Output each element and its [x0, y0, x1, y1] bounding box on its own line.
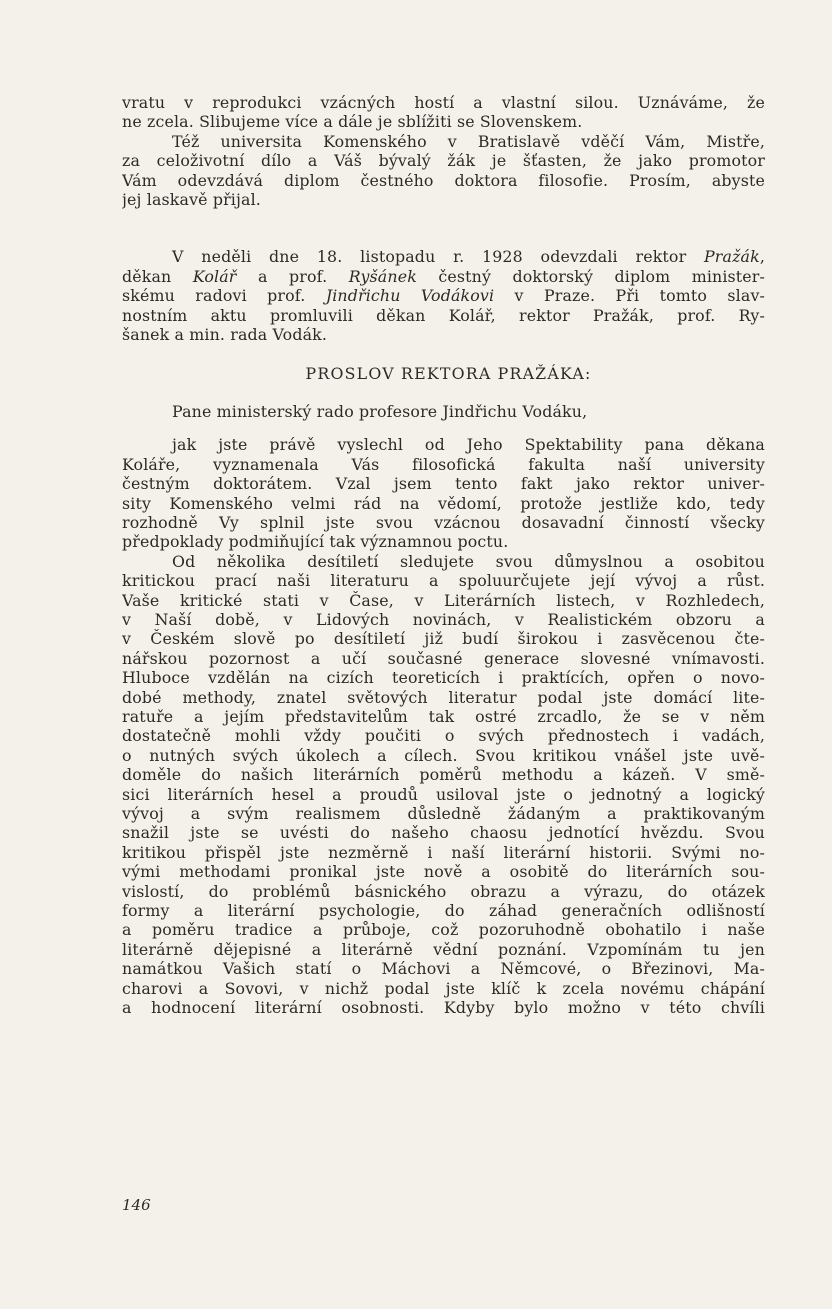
text-run: skému radovi prof. — [122, 286, 326, 306]
text-line: vývoj a svým realismem důsledně žádaným a praktikovaným — [122, 804, 765, 823]
text-line: doměle do našich literárních poměrů methodu a kázeň. V smě- — [122, 765, 765, 785]
text-line: kritickou prací naši literaturu a spoluurčujete její vývoj a růst. — [122, 571, 765, 591]
text-line — [122, 247, 765, 266]
text-line: předpoklady podmiňující tak významnou poctu. — [122, 532, 509, 552]
text-line: rozhodně Vy splnil jste svou vzácnou dosavadní činností všecky — [122, 512, 765, 532]
text-line: nostním aktu promluvili děkan Kolář, rektor Pražák, prof. Ry- — [122, 305, 765, 325]
name-italic: Kolář — [192, 266, 237, 286]
text-line: Vaše kritické stati v Čase, v Literárních listech, v Rozhledech, — [122, 590, 765, 610]
text-line: sici literárních hesel a proudů usiloval jste o jednotný a logický — [122, 784, 765, 804]
text-line: ne zcela. Slibujeme více a dále je sblížiti se Slovenskem. — [122, 112, 583, 132]
text-run: , — [759, 247, 765, 267]
text-line: v Naší době, v Lidových novinách, v Realistickém obzoru a — [122, 609, 765, 629]
text-line: jej laskavě přijal. — [122, 190, 261, 210]
page-body — [122, 93, 765, 1017]
text-line: v Českém slově po desítiletí již budí širokou i zasvěcenou čte- — [122, 629, 765, 649]
paragraph-continuation — [122, 93, 765, 132]
text-line: sity Komenského velmi rád na vědomí, protože jestliže kdo, tedy — [122, 493, 765, 513]
text-line: formy a literární psychologie, do záhad generačních odlišností — [122, 901, 765, 921]
text-line: a hodnocení literární osobnosti. Kdyby bylo možno v této chvíli — [122, 998, 765, 1018]
text-line: za celoživotní dílo a Váš bývalý žák je šťasten, že jako promotor — [122, 151, 765, 171]
paragraph-speech-2 — [122, 552, 765, 1018]
text-line: nářskou pozornost a učí současné generace slovesné vnímavosti. — [122, 648, 765, 668]
text-run: V neděli dne 18. listopadu r. 1928 odevzdali rektor — [172, 247, 705, 267]
text-line: kritikou přispěl jste nezměrně i naší literární historii. Svými no- — [122, 842, 765, 862]
salutation: Pane ministerský rado profesore Jindřichu Vodáku, — [172, 401, 588, 421]
text-line: dostatečně mohli vždy poučiti o svých přednostech i vadách, — [122, 726, 765, 746]
text-line: ratuře a jejím představitelům tak ostré zrcadlo, že se v něm — [122, 706, 765, 726]
text-line: o nutných svých úkolech a cílech. Svou kritikou vnášel jste uvě- — [122, 745, 765, 765]
text-line: vratu v reprodukci vzácných hostí a vlastní silou. Uznáváme, že — [122, 93, 765, 112]
section-heading: PROSLOV REKTORA PRAŽÁKA: — [305, 364, 592, 384]
paragraph-university — [122, 132, 765, 210]
text-line: vislostí, do problémů básnického obrazu a výrazu, do otázek — [122, 881, 765, 901]
section-gap — [122, 228, 765, 247]
text-run: čestný doktorský diplom minister- — [416, 266, 765, 286]
text-line: literárně dějepisné a literárně vědní poznání. Vzpomínám tu jen — [122, 939, 765, 959]
text-line: jak jste právě vyslechl od Jeho Spektability pana děkana — [172, 435, 765, 455]
text-run: v Praze. Při tomto slav- — [494, 286, 765, 306]
text-line: Hluboce vzdělán na cizích teoreticích i praktících, opřen o novo- — [122, 668, 765, 688]
section-gap — [122, 209, 765, 228]
text-line: vými methodami pronikal jste nově a osobitě do literárních sou- — [122, 862, 765, 882]
text-run: děkan — [122, 266, 193, 286]
paragraph-speech-1 — [122, 435, 765, 551]
text-line: Od několika desítiletí sledujete svou důmyslnou a osobitou — [172, 551, 765, 571]
name-italic: Jindřichu Vodákovi — [325, 286, 495, 306]
text-line: čestným doktorátem. Vzal jsem tento fakt jako rektor univer- — [122, 474, 765, 494]
text-line: Koláře, vyznamenala Vás filosofická fakulta naší university — [122, 454, 765, 474]
text-line: dobé methody, znatel světových literatur podal jste domácí lite- — [122, 687, 765, 707]
name-italic: Ryšánek — [348, 266, 417, 286]
text-line: namátkou Vašich statí o Máchovi a Němcové, o Březinovi, Ma- — [122, 959, 765, 979]
text-line: Též universita Komenského v Bratislavě vděčí Vám, Mistře, — [172, 131, 765, 151]
text-line — [122, 286, 765, 305]
text-line: Vám odevzdává diplom čestného doktora filosofie. Prosím, abyste — [122, 170, 765, 190]
text-line: a poměru tradice a průboje, což pozoruhodně obohatilo i naše — [122, 920, 765, 940]
text-run: a prof. — [236, 266, 349, 286]
name-italic: Pražák — [704, 247, 760, 267]
page-number: 146 — [122, 1196, 151, 1214]
text-line: charovi a Sovovi, v nichž podal jste klíč k zcela novému chápání — [122, 978, 765, 998]
text-line: šanek a min. rada Vodák. — [122, 325, 328, 345]
paragraph-ceremony — [122, 247, 765, 344]
text-line: snažil jste se uvésti do našeho chaosu jednotící hvězdu. Svou — [122, 823, 765, 843]
text-line — [122, 267, 765, 286]
